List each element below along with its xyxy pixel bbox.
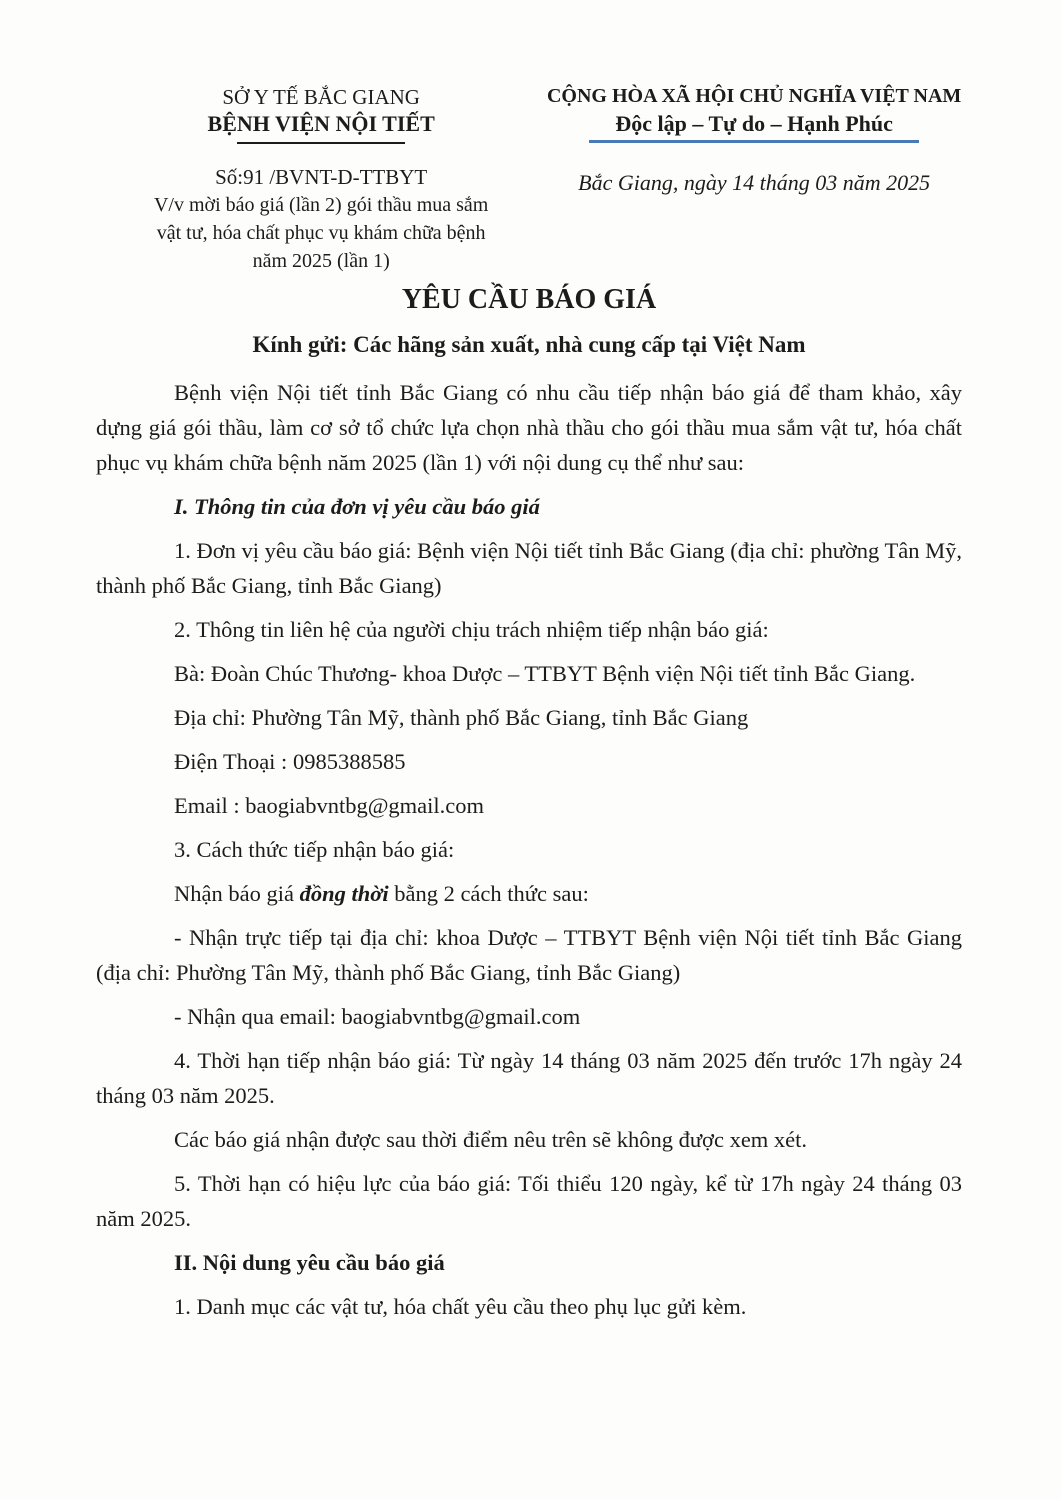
document-header xyxy=(96,84,962,275)
late-quotes-note: Các báo giá nhận được sau thời điểm nêu trên sẽ không được xem xét. xyxy=(174,1127,808,1152)
subject-line-2: vật tư, hóa chất phục vụ khám chữa bệnh xyxy=(156,222,486,244)
method-summary-prefix: Nhận báo giá xyxy=(174,881,300,906)
requesting-unit-item: 1. Đơn vị yêu cầu báo giá: Bệnh viện Nội tiết tỉnh Bắc Giang (địa chỉ: phường Tân Mỹ, thành phố Bắc Giang, tỉnh Bắc Giang) xyxy=(96,538,962,598)
validity-item: 5. Thời hạn có hiệu lực của báo giá: Tối thiểu 120 ngày, kể từ 17h ngày 24 tháng 03 năm 2025. xyxy=(96,1171,962,1231)
method-email-line: - Nhận qua email: baogiabvntbg@gmail.com xyxy=(174,1004,581,1029)
method-summary-line xyxy=(96,876,962,911)
document-title: YÊU CẦU BÁO GIÁ xyxy=(401,284,657,315)
national-heading-block xyxy=(546,84,962,275)
section-1-heading: I. Thông tin của đơn vị yêu cầu báo giá xyxy=(174,494,540,519)
subject-line-3: năm 2025 (lần 1) xyxy=(252,250,390,272)
document-number: Số:91 /BVNT-D-TTBYT xyxy=(215,165,428,189)
salutation-line: Kính gửi: Các hãng sản xuất, nhà cung cấp tại Việt Nam xyxy=(252,332,806,357)
issuer-divider-rule xyxy=(237,142,405,144)
issuer-organization: BỆNH VIỆN NỘI TIẾT xyxy=(207,111,435,136)
contact-email-line: Email : baogiabvntbg@gmail.com xyxy=(174,793,485,818)
contact-address-line: Địa chỉ: Phường Tân Mỹ, thành phố Bắc Giang, tỉnh Bắc Giang xyxy=(174,705,749,730)
contact-phone-line: Điện Thoại : 0985388585 xyxy=(174,749,406,774)
method-direct-line: - Nhận trực tiếp tại địa chỉ: khoa Dược – TTBYT Bệnh viện Nội tiết tỉnh Bắc Giang (địa chỉ: Phường Tân Mỹ, thành phố Bắc Giang, tỉnh Bắc Giang) xyxy=(96,925,962,985)
issuer-department: SỞ Y TẾ BẮC GIANG xyxy=(222,85,420,109)
section-2-item-1: 1. Danh mục các vật tư, hóa chất yêu cầu theo phụ lục gửi kèm. xyxy=(174,1294,747,1319)
contact-person-line: Bà: Đoàn Chúc Thương- khoa Dược – TTBYT Bệnh viện Nội tiết tỉnh Bắc Giang. xyxy=(174,661,916,686)
document-body xyxy=(96,375,962,1324)
method-summary-emphasis: đồng thời xyxy=(299,881,389,906)
deadline-item: 4. Thời hạn tiếp nhận báo giá: Từ ngày 14 tháng 03 năm 2025 đến trước 17h ngày 24 tháng 03 năm 2025. xyxy=(96,1048,962,1108)
intro-paragraph: Bệnh viện Nội tiết tỉnh Bắc Giang có nhu cầu tiếp nhận báo giá để tham khảo, xây dựng giá gói thầu, làm cơ sở tổ chức lựa chọn nhà thầu cho gói thầu mua sắm vật tư, hóa chất phục vụ khám chữa bệnh năm 2025 (lần 1) với nội dung cụ thể như sau: xyxy=(96,380,962,475)
place-and-date: Bắc Giang, ngày 14 tháng 03 năm 2025 xyxy=(578,170,931,195)
country-name: CỘNG HÒA XÃ HỘI CHỦ NGHĨA VIỆT NAM xyxy=(546,85,962,107)
contact-info-item: 2. Thông tin liên hệ của người chịu trách nhiệm tiếp nhận báo giá: xyxy=(174,617,769,642)
receiving-method-item: 3. Cách thức tiếp nhận báo giá: xyxy=(174,837,455,862)
issuer-block xyxy=(96,84,546,275)
method-summary-suffix: bằng 2 cách thức sau: xyxy=(388,881,589,906)
subject-line-1: V/v mời báo giá (lần 2) gói thầu mua sắm xyxy=(153,194,489,216)
section-2-heading: II. Nội dung yêu cầu báo giá xyxy=(174,1250,445,1275)
national-motto: Độc lập – Tự do – Hạnh Phúc xyxy=(615,111,893,136)
motto-underline-rule xyxy=(589,140,919,143)
